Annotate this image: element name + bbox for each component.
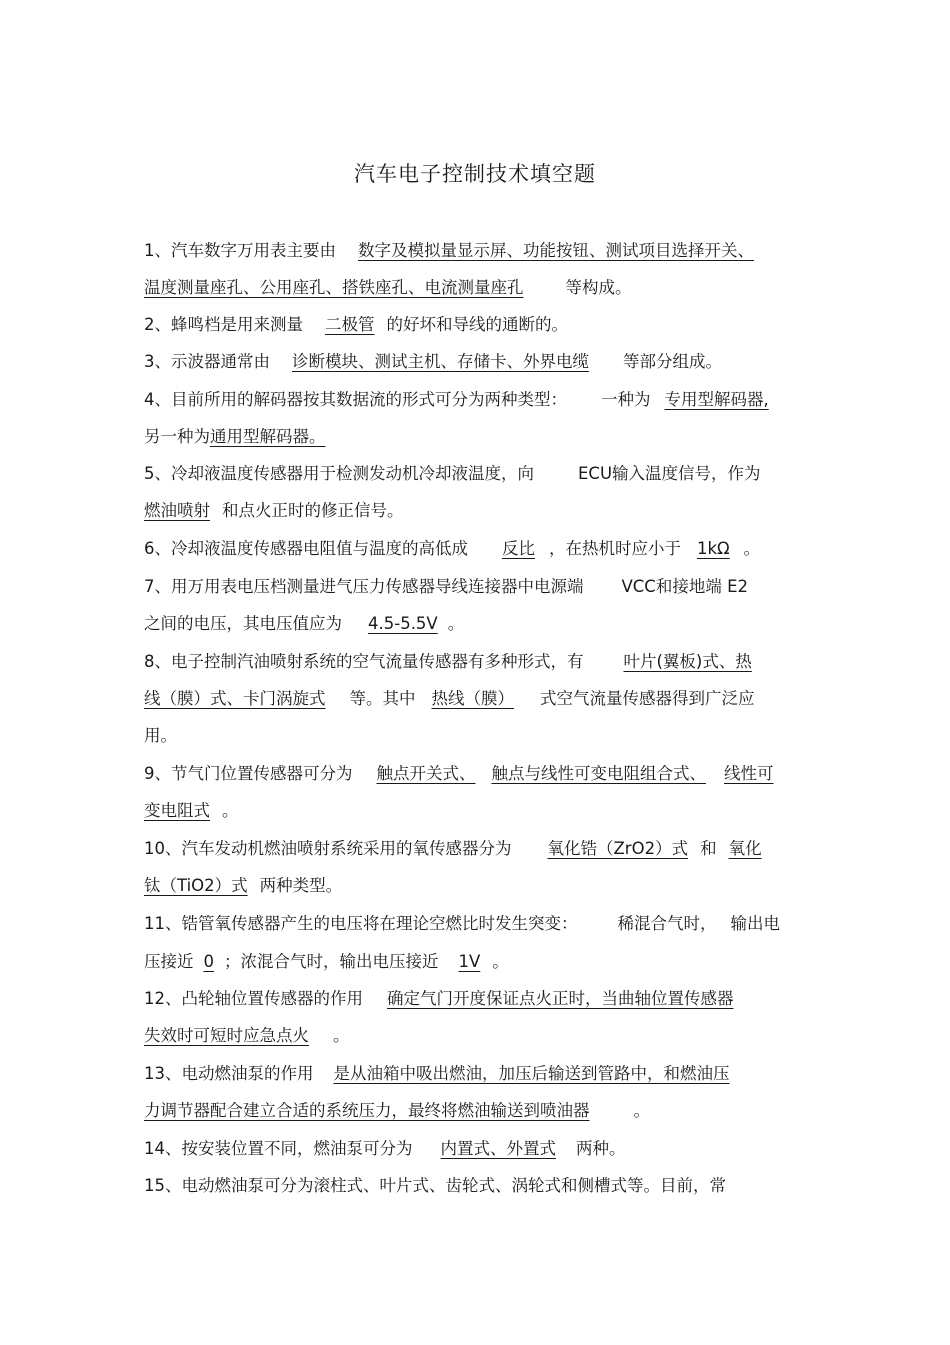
question-13-line-1 xyxy=(144,1062,814,1086)
question-11-line-1 xyxy=(144,912,814,936)
q9-answer-3: 线性可 xyxy=(724,764,774,783)
question-1-line-2 xyxy=(144,276,814,300)
q14-text: 14、按安装位置不同，燃油泵可分为 xyxy=(144,1139,413,1158)
q15-text: 15、电动燃油泵可分为滚柱式、叶片式、齿轮式、涡轮式和侧槽式等。目前，常 xyxy=(144,1176,726,1195)
q9-answer-1: 触点开关式、 xyxy=(376,764,476,783)
q3-text-end: 等部分组成。 xyxy=(623,352,722,371)
question-5-line-1 xyxy=(144,462,814,486)
q13-answer-1: 是从油箱中吸出燃油，加压后输送到管路中，和燃油压 xyxy=(333,1064,730,1083)
q8-text-3: 式空气流量传感器得到广泛应 xyxy=(540,689,755,708)
q7-answer: 4.5-5.5V xyxy=(368,614,438,633)
q10-text-3: 两种类型。 xyxy=(259,876,343,895)
question-10-line-1 xyxy=(144,837,814,861)
q6-answer-2: 1kΩ xyxy=(697,539,730,558)
q7-text-3: 之间的电压，其电压值应为 xyxy=(144,614,342,633)
q8-answer-2: 线（膜）式、卡门涡旋式 xyxy=(144,689,326,708)
q9-answer-4: 变电阻式 xyxy=(144,801,210,820)
q4-text-3: 另一种为 xyxy=(144,427,210,446)
q7-text: 7、用万用表电压档测量进气压力传感器导线连接器中电源端 xyxy=(144,577,584,596)
question-13-line-2 xyxy=(144,1099,814,1123)
q11-answer-1: 0 xyxy=(203,952,214,971)
question-3 xyxy=(144,350,814,374)
q14-text-2: 两种。 xyxy=(576,1139,626,1158)
q5-text-3: 和点火正时的修正信号。 xyxy=(222,501,404,520)
q7-text-2: VCC和接地端 E2 xyxy=(621,577,748,596)
question-14 xyxy=(144,1137,814,1161)
q4-text: 4、目前所用的解码器按其数据流的形式可分为两种类型： xyxy=(144,390,567,409)
q6-text-2: ，在热机时应小于 xyxy=(549,539,681,558)
question-9-line-2 xyxy=(144,799,814,823)
q11-text: 11、锆管氧传感器产生的电压将在理论空燃比时发生突变： xyxy=(144,914,578,933)
q8-text-2: 等。其中 xyxy=(349,689,416,708)
question-8-line-1 xyxy=(144,650,814,674)
q12-text: 12、凸轮轴位置传感器的作用 xyxy=(144,989,363,1008)
q8-answer-1: 叶片(翼板)式、热 xyxy=(623,652,752,671)
q9-text: 9、节气门位置传感器可分为 xyxy=(144,764,353,783)
q5-text: 5、冷却液温度传感器用于检测发动机冷却液温度，向 xyxy=(144,464,534,483)
q12-answer-2: 失效时可短时应急点火 xyxy=(144,1026,309,1045)
question-12-line-1 xyxy=(144,987,814,1011)
q11-text-5: ；浓混合气时，输出电压接近 xyxy=(224,952,439,971)
q10-answer-1: 氧化锆（ZrO2）式 xyxy=(547,839,689,858)
q8-text-4: 用。 xyxy=(144,726,177,745)
q13-text: 13、电动燃油泵的作用 xyxy=(144,1064,314,1083)
q9-text-2: 。 xyxy=(222,801,239,820)
q10-answer-3: 钛（TiO2）式 xyxy=(144,876,248,895)
q10-text-2: 和 xyxy=(700,839,717,858)
q4-answer-2: 通用型解码器。 xyxy=(210,427,326,446)
q14-answer: 内置式、外置式 xyxy=(440,1139,556,1158)
q11-answer-2: 1V xyxy=(458,952,481,971)
question-4-line-2 xyxy=(144,425,814,449)
q9-answer-2: 触点与线性可变电阻组合式、 xyxy=(491,764,706,783)
question-5-line-2 xyxy=(144,499,814,523)
question-12-line-2 xyxy=(144,1024,814,1048)
q10-answer-2: 氧化 xyxy=(728,839,762,858)
q2-text: 2、蜂鸣档是用来测量 xyxy=(144,315,303,334)
q11-text-4: 压接近 xyxy=(144,952,194,971)
q5-answer: 燃油喷射 xyxy=(144,501,210,520)
question-1-line-1 xyxy=(144,239,814,263)
q1-answer-1: 数字及模拟量显示屏、功能按钮、测试项目选择开关、 xyxy=(358,241,754,260)
q13-answer-2: 力调节器配合建立合适的系统压力，最终将燃油输送到喷油器 xyxy=(144,1101,590,1120)
q11-text-6: 。 xyxy=(492,952,509,971)
q3-answer: 诊断模块、测试主机、存储卡、外界电缆 xyxy=(292,352,589,371)
q12-answer-1: 确定气门开度保证点火正时，当曲轴位置传感器 xyxy=(387,989,734,1008)
q6-text-3: 。 xyxy=(743,539,761,558)
q6-answer-1: 反比 xyxy=(502,539,535,558)
q12-text-2: 。 xyxy=(333,1026,350,1045)
q10-text: 10、汽车发动机燃油喷射系统采用的氧传感器分为 xyxy=(144,839,512,858)
question-8-line-2 xyxy=(144,687,814,711)
question-9-line-1 xyxy=(144,762,814,786)
q8-answer-3: 热线（膜） xyxy=(431,689,514,708)
question-8-line-3 xyxy=(144,724,814,748)
q7-text-4: 。 xyxy=(447,614,465,633)
q3-text: 3、示波器通常由 xyxy=(144,352,270,371)
q13-text-2: 。 xyxy=(633,1101,650,1120)
question-6 xyxy=(144,537,814,561)
question-11-line-2 xyxy=(144,950,814,974)
q1-answer-2: 温度测量座孔、公用座孔、搭铁座孔、电流测量座孔 xyxy=(144,278,524,297)
question-10-line-2 xyxy=(144,874,814,898)
q11-text-3: 输出电 xyxy=(730,914,780,933)
page-title: 汽车电子控制技术填空题 xyxy=(354,162,596,186)
q1-text-end: 等构成。 xyxy=(565,278,632,297)
question-4-line-1 xyxy=(144,388,814,412)
q4-answer-1: 专用型解码器, xyxy=(664,390,769,409)
question-2 xyxy=(144,313,814,337)
q4-text-2: 一种为 xyxy=(601,390,651,409)
question-15 xyxy=(144,1174,814,1198)
q5-text-2: ECU输入温度信号，作为 xyxy=(578,464,761,483)
q2-text-end: 的好坏和导线的通断的。 xyxy=(386,315,568,334)
q6-text: 6、冷却液温度传感器电阻值与温度的高低成 xyxy=(144,539,468,558)
question-7-line-1 xyxy=(144,575,814,599)
q2-answer: 二极管 xyxy=(325,315,375,334)
question-7-line-2 xyxy=(144,612,814,636)
q1-text: 1、汽车数字万用表主要由 xyxy=(144,241,336,260)
q11-text-2: 稀混合气时， xyxy=(617,914,717,933)
q8-text: 8、电子控制汽油喷射系统的空气流量传感器有多种形式，有 xyxy=(144,652,584,671)
